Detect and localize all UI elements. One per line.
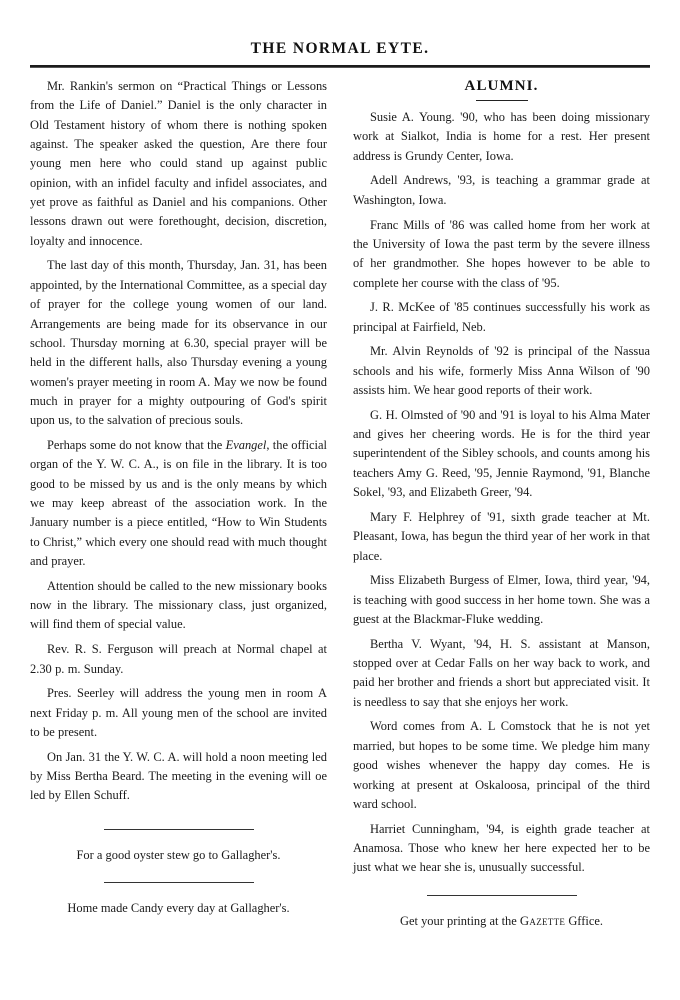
evangel-text-after: , the official organ of the Y. W. C. A., is on file in the library. It is too good to be missed by us and is the only means by which we may keep abreast of the association work. In the January number is a piece entitled, “How to Win Students to Christ,” which every one should read with much thought and prayer.	[30, 437, 327, 569]
alumni-note: Bertha V. Wyant, '94, H. S. assistant at Manson, stopped over at Cedar Falls on her way back to work, and paid her brother and friends a short but appreciated visit. It is needless to say that she enjoys her work.	[353, 636, 650, 709]
gazette-text-after: Gffice.	[565, 913, 603, 928]
evangel-title: Evangel	[225, 437, 267, 452]
alumni-note: J. R. McKee of '85 continues successfully his work as principal at Fairfield, Neb.	[353, 300, 650, 334]
alumni-note: Adell Andrews, '93, is teaching a grammar grade at Washington, Iowa.	[353, 173, 650, 207]
article-paragraph: Rev. R. S. Ferguson will preach at Normal chapel at 2.30 p. m. Sunday.	[30, 642, 327, 676]
advertisement-line: For a good oyster stew go to Gallagher's.	[76, 847, 281, 862]
advertisement-divider	[427, 895, 577, 896]
evangel-text-before: Perhaps some do not know that the	[47, 437, 226, 452]
left-advertisement-block	[30, 829, 327, 919]
alumni-note: Mr. Alvin Reynolds of '92 is principal of the Nassua schools and his wife, formerly Miss Anna Wilson of '90 assists him. We hear good reports of their work.	[353, 344, 650, 398]
article-paragraph: On Jan. 31 the Y. W. C. A. will hold a noon meeting led by Miss Bertha Beard. The meeting in the evening will oe led by Ellen Schuff.	[30, 749, 327, 803]
gazette-name: Gazette	[519, 913, 566, 928]
section-heading-rule	[476, 100, 528, 101]
article-paragraph: Pres. Seerley will address the young men in room A next Friday p. m. All young men of the school are invited to be present.	[30, 686, 327, 739]
article-paragraph: Attention should be called to the new missionary books now in the library. The missionary class, just organized, will find them of special value.	[30, 578, 327, 632]
advertisement-line-gazette	[353, 912, 650, 931]
masthead-title: THE NORMAL EYTE.	[250, 40, 430, 57]
section-heading-alumni: ALUMNI.	[464, 78, 539, 94]
article-paragraph: Mr. Rankin's sermon on “Practical Things or Lessons from the Life of Daniel.” Daniel is the only character in Old Testament history of whom there is nothing spoken against. The speaker asked the question, Are there four young men here who could stand up against public opinion, with an infidel faculty and infidel associates, and yet prove as faithful as Daniel and his companions. Other lessons drawn out were forethought, decision, discretion, loyalty and innocence.	[30, 79, 327, 248]
right-column	[353, 77, 650, 931]
left-column	[30, 77, 327, 918]
alumni-note: G. H. Olmsted of '90 and '91 is loyal to his Alma Mater and gives her cheering words. He is for the third year superintendent of the Sibley schools, and counts among his teachers Amy G. Reed, '95, Jennie Raymond, '91, Blanche Sokel, '93, and Elizabeth Greer, '94.	[353, 407, 650, 500]
evangel-paragraph	[30, 436, 327, 571]
advertisement-divider	[104, 829, 254, 830]
column-container	[30, 77, 650, 931]
right-advertisement-block	[353, 895, 650, 931]
article-paragraph: The last day of this month, Thursday, Jan. 31, has been appointed, by the International Committee, as a special day of prayer for the college young women of our land. Arrangements are being made for its observance in our school. Thursday morning at 6.30, special prayer will be held in the different halls, also Thursday evening a young women's prayer meeting in room A. May we now be found much in prayer for a mighty outpouring of God's spirit upon us, to the salvation of precious souls.	[30, 258, 327, 428]
gazette-text-before: Get your printing at the	[400, 913, 520, 928]
alumni-note: Susie A. Young. '90, who has been doing missionary work at Sialkot, India is home for a rest. Her present address is Grundy Center, Iowa.	[353, 110, 650, 163]
alumni-note: Mary F. Helphrey of '91, sixth grade teacher at Mt. Pleasant, Iowa, has begun the third year of her work in that place.	[353, 509, 650, 563]
alumni-note: Word comes from A. L Comstock that he is not yet married, but hopes to be some time. We pledge him many good wishes whenever the happy day comes. He is working at present at Oskaloosa, principal of the third ward school.	[353, 719, 650, 811]
alumni-note: Miss Elizabeth Burgess of Elmer, Iowa, third year, '94, is teaching with good success in her home town. She was a guest at the Blackmar-Fluke wedding.	[353, 573, 650, 626]
masthead-rule	[30, 65, 650, 68]
alumni-note: Harriet Cunningham, '94, is eighth grade teacher at Anamosa. Those who knew her here expected her to be just what we hear she is, unusually successful.	[353, 821, 650, 875]
advertisement-line: Home made Candy every day at Gallagher's.	[67, 901, 290, 916]
masthead	[30, 0, 650, 68]
advertisement-divider	[104, 882, 254, 883]
alumni-note: Franc Mills of '86 was called home from her work at the University of Iowa the past term by the severe illness of her grandmother. She hopes however to be able to complete her course with the class of '95.	[353, 217, 650, 290]
